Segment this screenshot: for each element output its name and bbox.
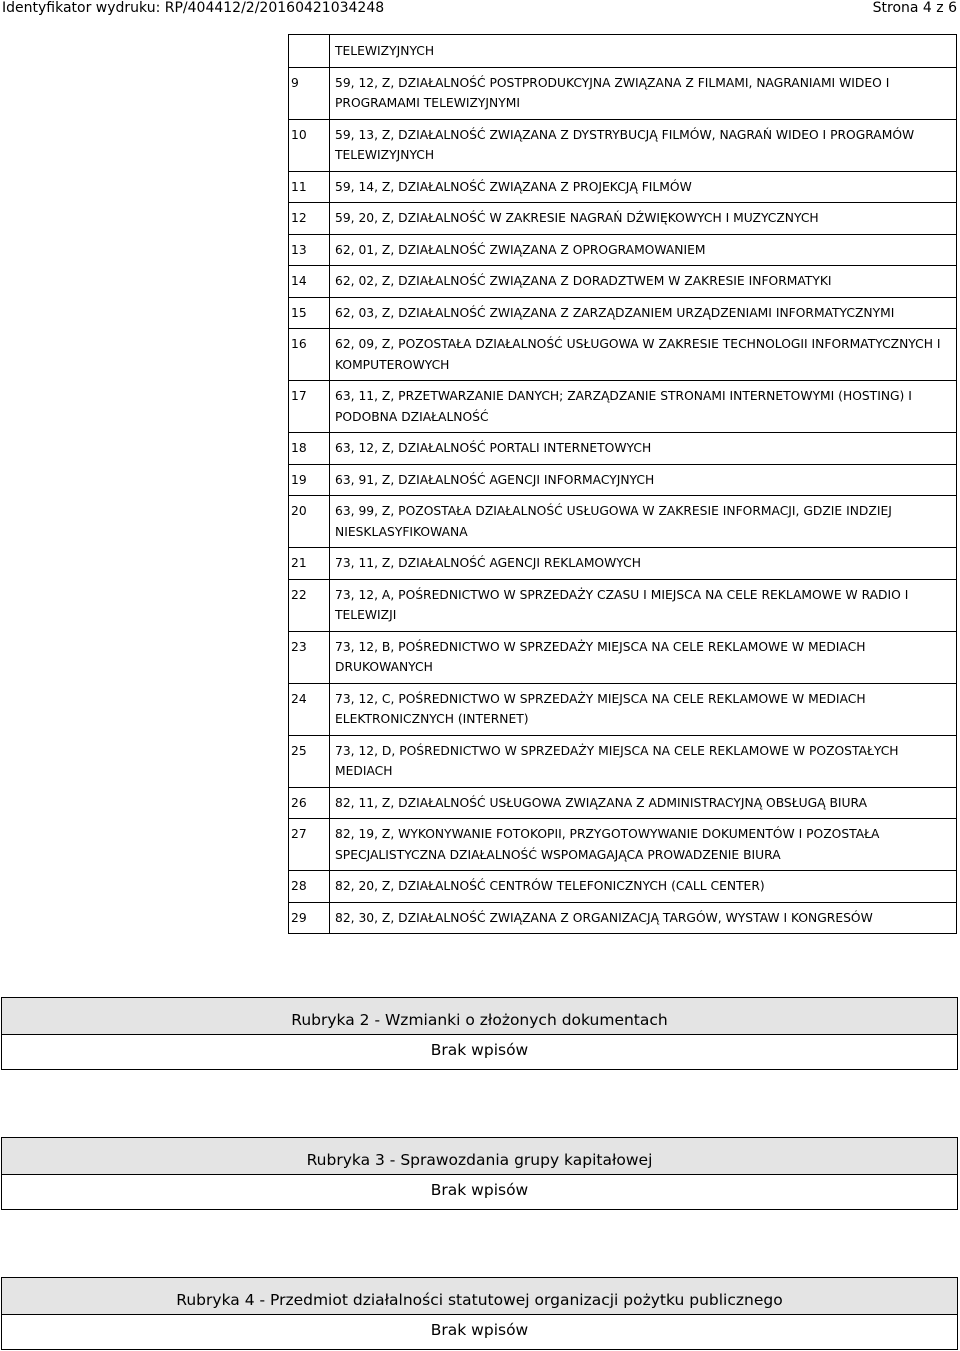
section-title: Rubryka 3 - Sprawozdania grupy kapitałowej (2, 1138, 957, 1175)
activity-text: 62, 01, Z, DZIAŁALNOŚĆ ZWIĄZANA Z OPROGRAMOWANIEM (330, 234, 957, 266)
section-body: Brak wpisów (430, 1321, 529, 1339)
activity-text: 59, 12, Z, DZIAŁALNOŚĆ POSTPRODUKCYJNA ZWIĄZANA Z FILMAMI, NAGRANIAMI WIDEO I PROGRAMAMI TELEWIZYJNYMI (330, 67, 957, 119)
row-number: 22 (289, 579, 330, 631)
print-identifier: Identyfikator wydruku: RP/404412/2/20160421034248 (2, 0, 385, 16)
pkd-activity-table (288, 34, 957, 934)
activity-text: 73, 11, Z, DZIAŁALNOŚĆ AGENCJI REKLAMOWYCH (330, 548, 957, 580)
row-number: 24 (289, 683, 330, 735)
activity-text: 73, 12, A, POŚREDNICTWO W SPRZEDAŻY CZASU I MIEJSCA NA CELE REKLAMOWE W RADIO I TELEWIZJI (330, 579, 957, 631)
page-header (0, 0, 960, 18)
section-title: Rubryka 4 - Przedmiot działalności statutowej organizacji pożytku publicznego (2, 1278, 957, 1315)
row-number: 18 (289, 433, 330, 465)
activity-text: 63, 12, Z, DZIAŁALNOŚĆ PORTALI INTERNETOWYCH (330, 433, 957, 465)
row-number: 27 (289, 819, 330, 871)
activity-text: 62, 03, Z, DZIAŁALNOŚĆ ZWIĄZANA Z ZARZĄDZANIEM URZĄDZENIAMI INFORMATYCZNYMI (330, 297, 957, 329)
page-number: Strona 4 z 6 (872, 0, 957, 16)
table-row (289, 496, 957, 548)
row-number: 26 (289, 787, 330, 819)
table-row (289, 234, 957, 266)
section-rubryka-4 (1, 1277, 958, 1350)
row-number: 12 (289, 203, 330, 235)
section-title: Rubryka 2 - Wzmianki o złożonych dokumentach (2, 998, 957, 1035)
table-row (289, 171, 957, 203)
table-row (289, 631, 957, 683)
activity-text: 82, 19, Z, WYKONYWANIE FOTOKOPII, PRZYGOTOWYWANIE DOKUMENTÓW I POZOSTAŁA SPECJALISTYCZNA DZIAŁALNOŚĆ WSPOMAGAJĄCA PROWADZENIE BIURA (330, 819, 957, 871)
table-row (289, 329, 957, 381)
activity-text: 63, 99, Z, POZOSTAŁA DZIAŁALNOŚĆ USŁUGOWA W ZAKRESIE INFORMACJI, GDZIE INDZIEJ NIESKLASYFIKOWANA (330, 496, 957, 548)
table-row (289, 297, 957, 329)
table-row (289, 433, 957, 465)
activity-text: TELEWIZYJNYCH (330, 35, 957, 68)
row-number: 19 (289, 464, 330, 496)
activity-text: 59, 14, Z, DZIAŁALNOŚĆ ZWIĄZANA Z PROJEKCJĄ FILMÓW (330, 171, 957, 203)
table-row (289, 67, 957, 119)
table-row (289, 464, 957, 496)
activity-text: 59, 13, Z, DZIAŁALNOŚĆ ZWIĄZANA Z DYSTRYBUCJĄ FILMÓW, NAGRAŃ WIDEO I PROGRAMÓW TELEWIZYJNYCH (330, 119, 957, 171)
table-row (289, 266, 957, 298)
activity-text: 62, 09, Z, POZOSTAŁA DZIAŁALNOŚĆ USŁUGOWA W ZAKRESIE TECHNOLOGII INFORMATYCZNYCH I KOMPUTEROWYCH (330, 329, 957, 381)
section-rubryka-3 (1, 1137, 958, 1210)
section-rubryka-2 (1, 997, 958, 1070)
table-row (289, 902, 957, 934)
row-number: 29 (289, 902, 330, 934)
section-body: Brak wpisów (430, 1181, 529, 1199)
row-number: 25 (289, 735, 330, 787)
table-row (289, 819, 957, 871)
table-row (289, 548, 957, 580)
table-row (289, 787, 957, 819)
row-number: 17 (289, 381, 330, 433)
row-number: 23 (289, 631, 330, 683)
activity-text: 73, 12, B, POŚREDNICTWO W SPRZEDAŻY MIEJSCA NA CELE REKLAMOWE W MEDIACH DRUKOWANYCH (330, 631, 957, 683)
row-number: 15 (289, 297, 330, 329)
activity-text: 73, 12, C, POŚREDNICTWO W SPRZEDAŻY MIEJSCA NA CELE REKLAMOWE W MEDIACH ELEKTRONICZNYCH (INTERNET) (330, 683, 957, 735)
row-number: 13 (289, 234, 330, 266)
row-number: 9 (289, 67, 330, 119)
activity-text: 63, 11, Z, PRZETWARZANIE DANYCH; ZARZĄDZANIE STRONAMI INTERNETOWYMI (HOSTING) I PODOBNA DZIAŁALNOŚĆ (330, 381, 957, 433)
row-number-cell (289, 35, 330, 68)
row-number: 16 (289, 329, 330, 381)
row-number: 14 (289, 266, 330, 298)
section-body: Brak wpisów (430, 1041, 529, 1059)
activity-text: 63, 91, Z, DZIAŁALNOŚĆ AGENCJI INFORMACYJNYCH (330, 464, 957, 496)
table-row (289, 735, 957, 787)
row-number: 10 (289, 119, 330, 171)
table-row (289, 683, 957, 735)
activity-text: 82, 30, Z, DZIAŁALNOŚĆ ZWIĄZANA Z ORGANIZACJĄ TARGÓW, WYSTAW I KONGRESÓW (330, 902, 957, 934)
activity-text: 73, 12, D, POŚREDNICTWO W SPRZEDAŻY MIEJSCA NA CELE REKLAMOWE W POZOSTAŁYCH MEDIACH (330, 735, 957, 787)
table-row (289, 381, 957, 433)
row-number: 28 (289, 871, 330, 903)
table-row (289, 119, 957, 171)
table-row (289, 35, 957, 68)
activity-text: 62, 02, Z, DZIAŁALNOŚĆ ZWIĄZANA Z DORADZTWEM W ZAKRESIE INFORMATYKI (330, 266, 957, 298)
row-number: 20 (289, 496, 330, 548)
activity-text: 59, 20, Z, DZIAŁALNOŚĆ W ZAKRESIE NAGRAŃ DŹWIĘKOWYCH I MUZYCZNYCH (330, 203, 957, 235)
table-row (289, 579, 957, 631)
activity-text: 82, 20, Z, DZIAŁALNOŚĆ CENTRÓW TELEFONICZNYCH (CALL CENTER) (330, 871, 957, 903)
row-number: 11 (289, 171, 330, 203)
row-number: 21 (289, 548, 330, 580)
table-row (289, 871, 957, 903)
activity-text: 82, 11, Z, DZIAŁALNOŚĆ USŁUGOWA ZWIĄZANA Z ADMINISTRACYJNĄ OBSŁUGĄ BIURA (330, 787, 957, 819)
table-row (289, 203, 957, 235)
